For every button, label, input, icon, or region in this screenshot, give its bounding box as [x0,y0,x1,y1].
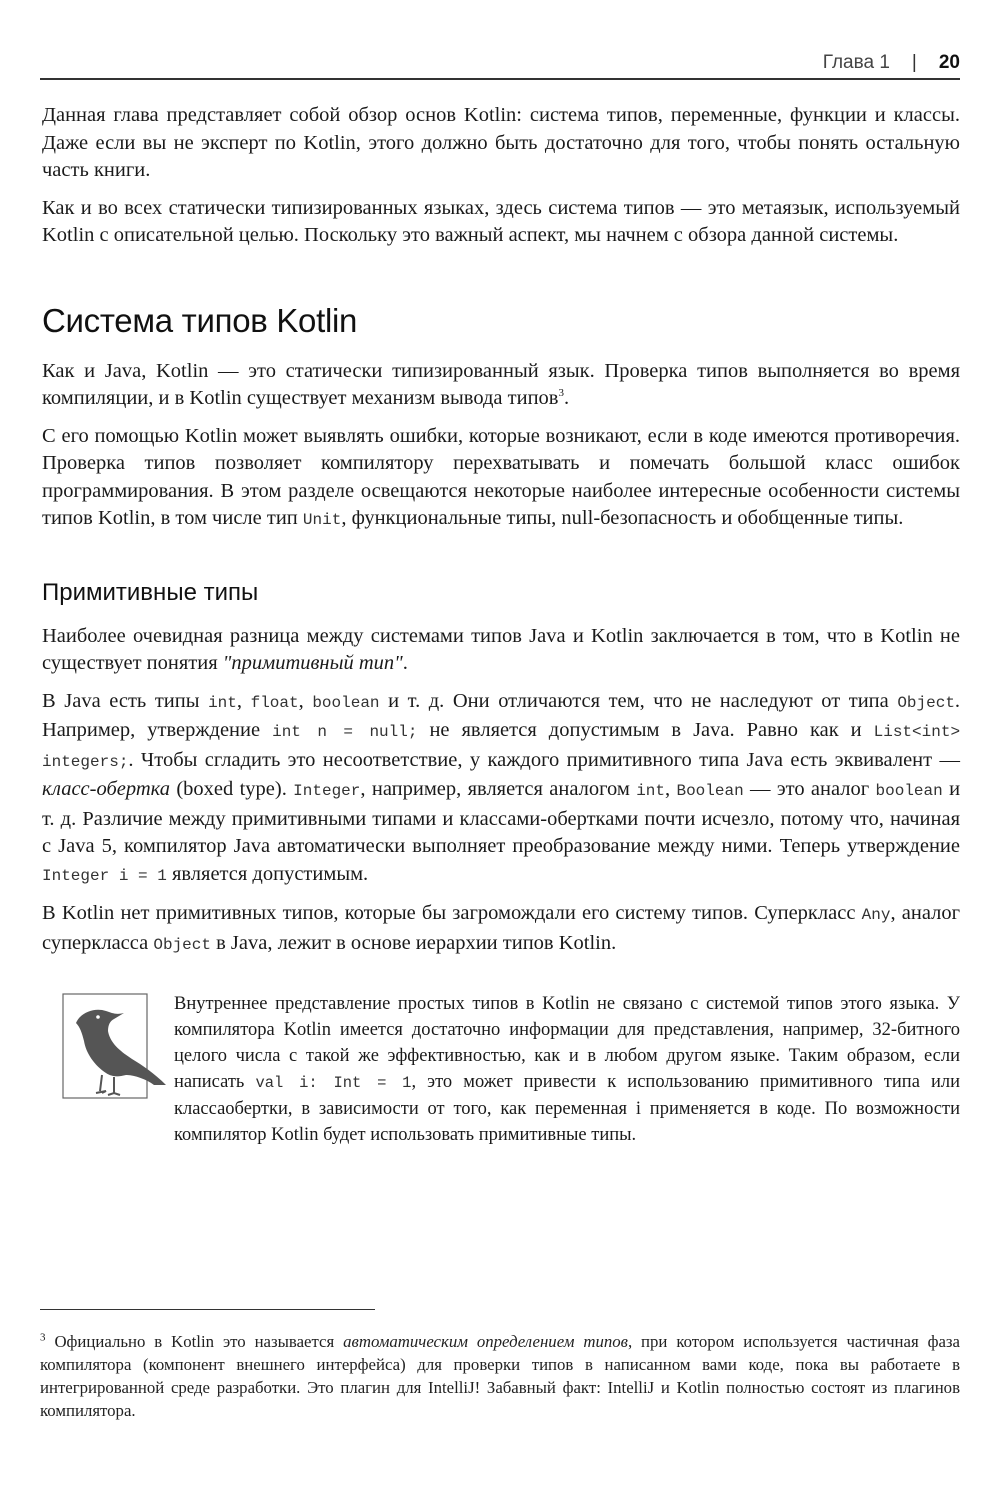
note-paragraph: Внутреннее представление простых типов в Kotlin не связано с системой типов этого языка. У компилятора Kotlin имеется достаточно информации для представления, например, 32-битного целого числа с такой же эффективностью, как и в любом другом языке. Таким образом, если написать val i: Int = 1, это может привести к использованию примитивного типа или классаобертки, в зависимости от того, как переменная i применяется в коде. По возможности компилятор Kotlin будет использовать примитивные типы. [174,994,960,1145]
footnote: $^3$ Официально в Kotlin это называется автоматическим определением типов, при котором используется частичная фаза компилятора (компонент внешнего интерфейса) для проверки типов в написанном вами коде, пока вы работаете в интегрированной среде разработки. Это плагин для IntelliJ! Забавный факт: IntelliJ и Kotlin полностью состоят из плагинов компилятора. [40,1331,960,1420]
chapter-label: Глава 1 [822,52,890,73]
section-paragraph-1: Как и Java, Kotlin — это статически типизированный язык. Проверка типов выполняется во время компиляции, и в Kotlin существует механизм вывода типов$^3$. [42,359,960,409]
italic-term: "примитивный тип" [222,652,403,674]
footnote-number: 3 [40,1331,46,1344]
subsection-paragraph-3: В Kotlin нет примитивных типов, которые бы загромождали его систему типов. Суперкласс Any, аналог суперкласса Object в Java, лежит в основе иерархии типов Kotlin. [42,902,960,954]
crow-icon [62,993,172,1105]
subsection-title: Примитивные типы [42,578,259,606]
subsection-paragraph-1: Наиболее очевидная разница между системами типов Java и Kotlin заключается в том, что в Kotlin не существует понятия "примитивный тип". [42,624,960,674]
header-separator: | [911,52,917,73]
inline-code: Unit [302,511,342,529]
italic-term: автоматическим определением типов [343,1332,628,1351]
italic-term: класс-обертка [42,778,170,800]
subsection-paragraph-2: В Java есть типы int, float, boolean и т. д. Они отличаются тем, что не наследуют от типа Object. Например, утверждение int n = null; не является допустимым в Java. Равно как и List<int> integers;. Чтобы сгладить это несоответствие, у каждого примитивного типа Java есть эквивалент — класс-обертка (boxed type). Integer, например, является аналогом int, Boolean — это аналог boolean и т. д. Различие между примитивными типами и классами-обертками почти исчезло, потому что, начиная с Java 5, компилятор Java автоматически выполняет преобразование между ними. Теперь утверждение Integer i = 1 является допустимым. [42,689,961,885]
footnote-ref[interactable]: 3 [558,387,564,400]
page-header [40,52,960,80]
note-text [174,991,960,1148]
page-body [42,102,960,1158]
section-title: Система типов Kotlin [42,301,358,339]
footnote-divider [40,1309,375,1310]
section-paragraph-2: С его помощью Kotlin может выявлять ошибки, которые возникают, если в коде имеются противоречия. Проверка типов позволяет компилятору перехватывать и помечать большой класс ошибок программирования. В этом разделе освещаются некоторые наиболее интересные особенности системы типов Kotlin, в том числе тип Unit, функциональные типы, null-безопасность и обобщенные типы. [42,424,960,529]
page-number: 20 [938,52,960,73]
note-box [42,991,960,1148]
intro-paragraph-1: Данная глава представляет собой обзор основ Kotlin: система типов, переменные, функции и классы. Даже если вы не эксперт по Kotlin, этого должно быть достаточно для того, чтобы понять остальную часть книги. [42,104,960,181]
intro-paragraph-2: Как и во всех статически типизированных языках, здесь система типов — это метаязык, используемый Kotlin с описательной целью. Поскольку это важный аспект, мы начнем с обзора данной системы. [42,196,960,246]
running-head [823,52,960,74]
